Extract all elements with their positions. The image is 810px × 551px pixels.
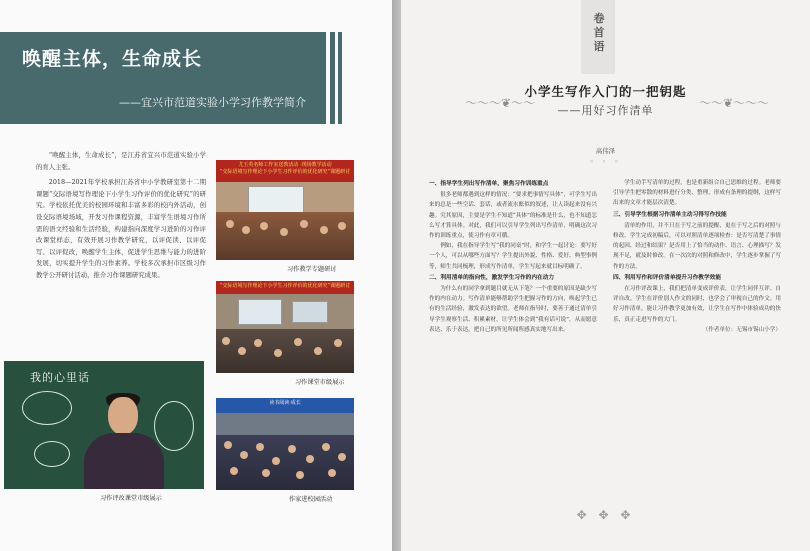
teacher — [108, 397, 138, 435]
body-paragraph: 很多老师都遇到这样的情况：“要求把事情写具体”，可学生写出来的总是一些空话、套话，或者流水账似的叙述，让人读起来没有兴趣。究其原因，主要是学生不知道“具体”的标准是什么，也不知道怎么写才算具体。对此，我们可以引导学生列出写作清单，明确这次习作的训练重点，使习作有章可循。 — [429, 192, 597, 240]
body-paragraph: 清单的作用，并不只在于写之前的提醒，更在于写之后的对照与修改。学生完成初稿后，可以对照清单逐项检查：是否写清楚了事情的起因、经过和结果？是否用上了恰当的动作、语言、心理描写？发现不足，就及时修改。在一次次的对照和修改中，学生逐步掌握了写作的方法。 — [613, 222, 781, 270]
left-page — [0, 0, 392, 551]
banner-stripe — [338, 32, 342, 124]
photo-caption: 作家进校园活动 — [289, 496, 333, 503]
photo-blackboard — [4, 361, 204, 489]
blackboard — [4, 361, 204, 489]
photo-caption: 习作课堂市级展示 — [295, 379, 345, 386]
projector-screen — [292, 301, 328, 323]
ornament-left: ～～～❦～～ — [465, 96, 536, 110]
intro-paragraph: 2018—2021年学校承担江苏省中小学教研室第十二期课题“交际语境写作理论下小学生习作评价的优化研究”的研究。学校依托优美的校园环境和丰富多彩的校内外活动，创设交际语境场域，开发习作课程资源，丰富学生语境习作所需的语文经验和生活经验，构建指向深度学习进阶的习作评改课堂样态，有效开展习作教学研究，以评促读、以评促写、以评促改，唤醒学生主体，促进学生思维与能力的进阶发展，切实提升学生的习作素养。学校多次承担市区级习作教学公开研讨活动，推介习作课题研究成果。 — [36, 178, 206, 279]
editorial-subtitle: ——用好习作清单 — [557, 104, 654, 117]
author-decor: ◦ ◦ ◦ — [589, 158, 622, 166]
audience — [216, 435, 354, 490]
photo-seminar — [216, 160, 354, 260]
photo-caption: 习作教学专题研讨 — [287, 266, 337, 273]
chalk-drawing — [22, 391, 72, 425]
photo-author-visit — [216, 398, 354, 490]
photo-banner: 尤玉英名师工作室送教活动 ·现场教学活动 “交际语境写作理论下小学生习作评价的优化研究”课题研讨 — [216, 160, 354, 182]
photo-banner: “交际语境写作理论下小学生习作评价的优化研究”课题研讨 — [216, 281, 354, 294]
article-title: 唤醒主体，生命成长 — [22, 48, 203, 70]
ornament-right: ～～❦～～～ — [699, 96, 770, 110]
body-column-right — [613, 178, 781, 335]
intro-text — [36, 150, 206, 286]
section-heading: 一、指导学生列出写作清单，聚焦习作训练重点 — [429, 181, 549, 187]
chalk-drawing — [34, 441, 70, 467]
chalk-drawing — [154, 401, 194, 451]
right-page — [401, 0, 810, 551]
author-name: 高伟泽 — [595, 147, 616, 155]
projector-screen — [238, 299, 282, 325]
title-banner — [0, 32, 326, 124]
article-subtitle: ——宜兴市范道实验小学习作教学简介 — [119, 96, 306, 109]
photo-class-demo — [216, 281, 354, 373]
banner-stripe — [330, 32, 335, 124]
photo-banner: 读书阅读·成长 — [216, 398, 354, 413]
section-heading: 四、利用写作和评价清单提升习作教学效能 — [613, 274, 722, 281]
teacher — [84, 433, 164, 489]
body-column-left — [429, 178, 597, 335]
audience — [216, 212, 354, 260]
author-affiliation: （作者单位：无锡市锡山小学） — [702, 326, 781, 333]
section-tag-label: 卷首语 — [593, 12, 605, 53]
body-paragraph: 例如，我在指导学生写“我的同桌”时，和学生一起讨论：要写好一个人，可以从哪些方面写？学生提出外貌、性格、爱好、典型事例等，师生共同梳理，形成写作清单，学生写起来就目标明确了。 — [429, 243, 597, 270]
board-title: 我的心里话 — [30, 371, 90, 384]
body-paragraph: 为什么有的同学拿到题目就无从下笔？一个重要的原因是缺少写作的内在动力。写作清单能够帮助学生把握习作的方向，唤起学生已有的生活经验，激发表达的欲望。老师在指导时，要善于通过清单引导学生观察生活、积累素材，让学生体会到“我有话可说”，从而愿意表达、乐于表达，把自己的所见所闻所感真实地写出来。 — [429, 286, 597, 333]
body-paragraph: 在习作评改课上，我们把清单变成评价表，让学生同伴互评、自评自改。学生在评价别人作文的同时，也学会了审视自己的作文。用好习作清单，能让习作教学更加有效，让学生在写作中体验成功的快乐，真正走进写作的大门。 — [613, 286, 781, 323]
photo-caption: 习作评改课堂市级展示 — [100, 495, 162, 502]
audience — [216, 329, 354, 373]
body-paragraph: 学生动手写清单的过程，也是重新组合自己思维的过程。老师要引导学生把零散的材料进行分类、整理，形成有条理的提纲，这样写出来的文章才能层次清楚。 — [613, 180, 781, 207]
editorial-title: 小学生写作入门的一把钥匙 — [524, 84, 687, 99]
intro-paragraph: “唤醒主体，生命成长”，是江苏省宜兴市范道实验小学的育人主张。 — [36, 151, 206, 171]
bottom-ornament: ✥ ✥ ✥ — [576, 508, 635, 522]
section-heading: 三、引导学生根据习作清单主动习得写作技能 — [613, 211, 727, 218]
section-heading: 二、利用清单的指向性，激发学生习作的内在动力 — [429, 274, 555, 281]
